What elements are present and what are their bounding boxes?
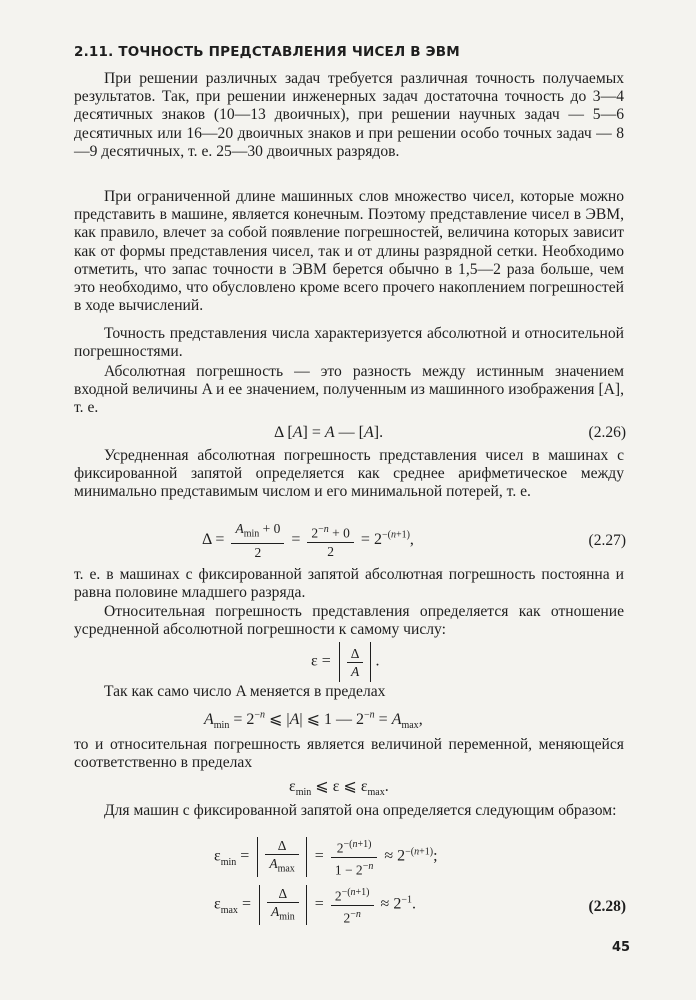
equation-epsilon-min: [74, 836, 626, 884]
equation-2-27-body: Δ = $\frac{A_{min} + 0}{2}$ = $\frac{2^{-n} + 0}{2}$ = $2^{-(n+1)}$,: [202, 521, 414, 560]
equation-2-26-body: Δ [A] = A — [A].: [274, 424, 384, 441]
paragraph-7: Относительная погрешность представления определяется как отношение усредненной абсолютной погрешности к самому числу:: [74, 603, 624, 639]
paragraph-5: Усредненная абсолютная погрешность представления чисел в машинах с фиксированной запятой определяется как среднее арифметическое между минимально представимым числом и его минимальной потерей, т. е.: [74, 447, 624, 501]
equation-epsilon-min-body: $\varepsilon_{min}$ = $\frac{\Delta}{A_{max}}$ = $\frac{2^{-(n+1)}}{1 - 2^{-n}}$ ≈ $2^{-(n+1)}$;: [214, 837, 438, 877]
equation-2-28: [74, 884, 626, 932]
paragraph-8: Так как само число A меняется в пределах: [104, 683, 386, 700]
equation-2-26-number: (2.26): [588, 424, 626, 441]
section-heading: 2.11. ТОЧНОСТЬ ПРЕДСТАВЛЕНИЯ ЧИСЕЛ В ЭВМ: [74, 44, 460, 60]
equation-2-27: [74, 520, 626, 564]
equation-epsilon-range: [74, 776, 626, 800]
equation-2-27-number: (2.27): [588, 532, 626, 549]
equation-a-range: [74, 709, 626, 733]
equation-epsilon-range-body: $\varepsilon_{min}$ ⩽ ε ⩽ $\varepsilon_{max}$.: [289, 778, 389, 799]
equation-2-28-body: $\varepsilon_{max}$ = $\frac{\Delta}{A_{min}}$ = $\frac{2^{-(n+1)}}{2^{-n}}$ ≈ $2^{-1}$.: [214, 885, 416, 925]
equation-epsilon-body: ε = $\frac{\Delta}{A}$ .: [311, 642, 379, 682]
paragraph-1: При решении различных задач требуется различная точность получаемых результатов. Так, при решении инженерных задач достаточна точность до 3—4 десятичных знаков (10—13 двоичных), при решении научных задач — 5—6 десятичных или 16—20 двоичных знаков и при решении особо точных задач — 8—9 десятичных, т. е. 25—30 двоичных разрядов.: [74, 70, 624, 160]
equation-epsilon: [74, 642, 626, 686]
paragraph-4: Абсолютная погрешность — это разность между истинным значением входной величины A и ее значением, полученным из машинного изображения [A], т. е.: [74, 363, 624, 417]
equation-a-range-body: $A_{min} = 2^{-n}$ ⩽ |A| ⩽ 1 — $2^{-n} = A_{max}$,: [204, 709, 423, 732]
page-number: 45: [612, 940, 631, 955]
equation-2-28-number: (2.28): [588, 898, 626, 915]
paragraph-2: При ограниченной длине машинных слов множество чисел, которые можно представить в машине, является конечным. Поэтому представление чисел в ЭВМ, как правило, влечет за собой появление погрешностей, величина которых зависит как от формы представления чисел, так и от длины разрядной сетки. Необходимо отметить, что запас точности в ЭВМ берется обычно в 1,5—2 раза больше, чем это необходимо, что обусловлено кроме всего прочего накоплением погрешностей в ходе вычислений.: [74, 188, 624, 315]
paragraph-6: т. е. в машинах с фиксированной запятой абсолютная погрешность постоянна и равна половине младшего разряда.: [74, 566, 624, 602]
paragraph-9: то и относительная погрешность является величиной переменной, меняющейся соответственно в пределах: [74, 736, 624, 772]
paragraph-10: Для машин с фиксированной запятой она определяется следующим образом:: [104, 802, 617, 819]
paragraph-3: Точность представления числа характеризуется абсолютной и относительной погрешностями.: [74, 325, 624, 361]
